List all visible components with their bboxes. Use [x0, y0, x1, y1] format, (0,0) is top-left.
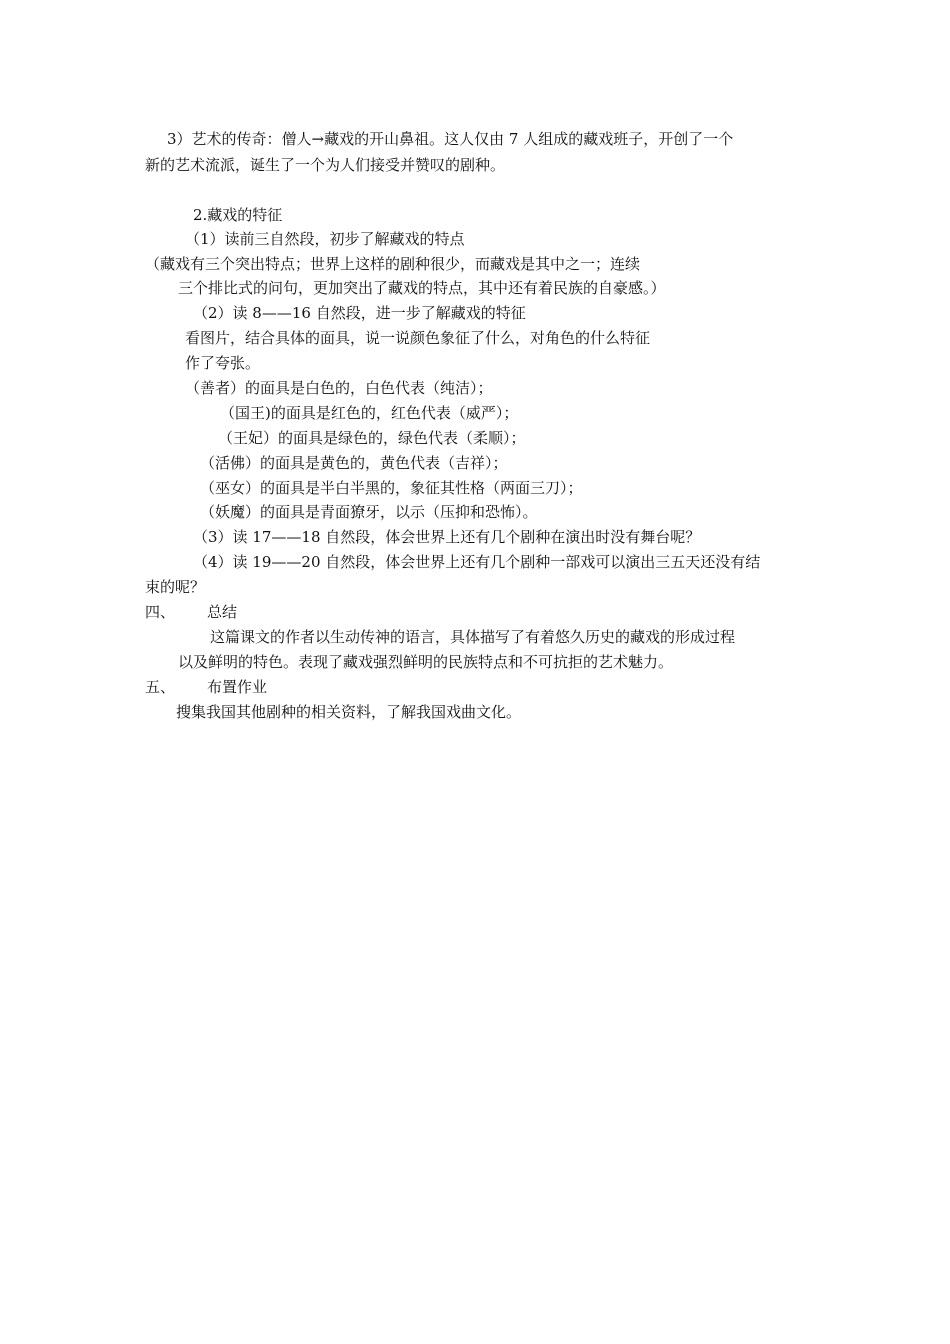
paragraph-line: 以及鲜明的特色。表现了藏戏强烈鲜明的民族特点和不可抗拒的艺术魅力。	[178, 653, 674, 671]
list-item: （3）读 17——18 自然段，体会世界上还有几个剧种在演出时没有舞台呢？	[193, 528, 701, 546]
section-title: 总结	[207, 603, 238, 621]
paragraph-line: 这篇课文的作者以生动传神的语言，具体描写了有着悠久历史的藏戏的形成过程	[210, 628, 736, 646]
mask-line: （王妃）的面具是绿色的，绿色代表（柔顺）；	[218, 429, 526, 447]
mask-line: （巫女）的面具是半白半黑的，象征其性格（两面三刀）；	[200, 479, 583, 497]
paragraph-line: 3）艺术的传奇：僧人→藏戏的开山鼻祖。这人仅由 7 人组成的藏戏班子，开创了一个	[167, 130, 734, 148]
paragraph-line: 束的呢？	[145, 578, 206, 596]
list-item: （2）读 8——16 自然段，进一步了解藏戏的特征	[193, 304, 526, 322]
mask-line: （活佛）的面具是黄色的，黄色代表（吉祥）；	[200, 454, 508, 472]
mask-line: （妖魔）的面具是青面獠牙，以示（压抑和恐怖）。	[200, 503, 538, 521]
note-line: 三个排比式的问句，更加突出了藏戏的特点，其中还有着民族的自豪感。）	[178, 279, 666, 297]
section-number: 五、	[145, 678, 176, 696]
list-item: （4）读 19——20 自然段，体会世界上还有几个剧种一部戏可以演出三五天还没有结	[193, 553, 761, 571]
paragraph-line: 新的艺术流派，诞生了一个为人们接受并赞叹的剧种。	[145, 156, 506, 174]
mask-line: （善者）的面具是白色的，白色代表（纯洁）；	[185, 379, 493, 397]
section-title: 布置作业	[207, 678, 268, 696]
section-heading	[145, 602, 237, 622]
list-item: （1）读前三自然段，初步了解藏戏的特点	[185, 230, 465, 248]
section-number: 四、	[145, 603, 176, 621]
paragraph-line: 搜集我国其他剧种的相关资料，了解我国戏曲文化。	[176, 703, 522, 721]
note-line: （藏戏有三个突出特点；世界上这样的剧种很少，而藏戏是其中之一；连续	[145, 255, 641, 273]
section-heading: 2.藏戏的特征	[193, 206, 283, 224]
section-heading	[145, 677, 267, 697]
mask-line: （国王)的面具是红色的，红色代表（威严）；	[220, 404, 519, 422]
paragraph-line: 看图片，结合具体的面具，说一说颜色象征了什么，对角色的什么特征	[185, 329, 651, 347]
paragraph-line: 作了夸张。	[185, 354, 261, 372]
